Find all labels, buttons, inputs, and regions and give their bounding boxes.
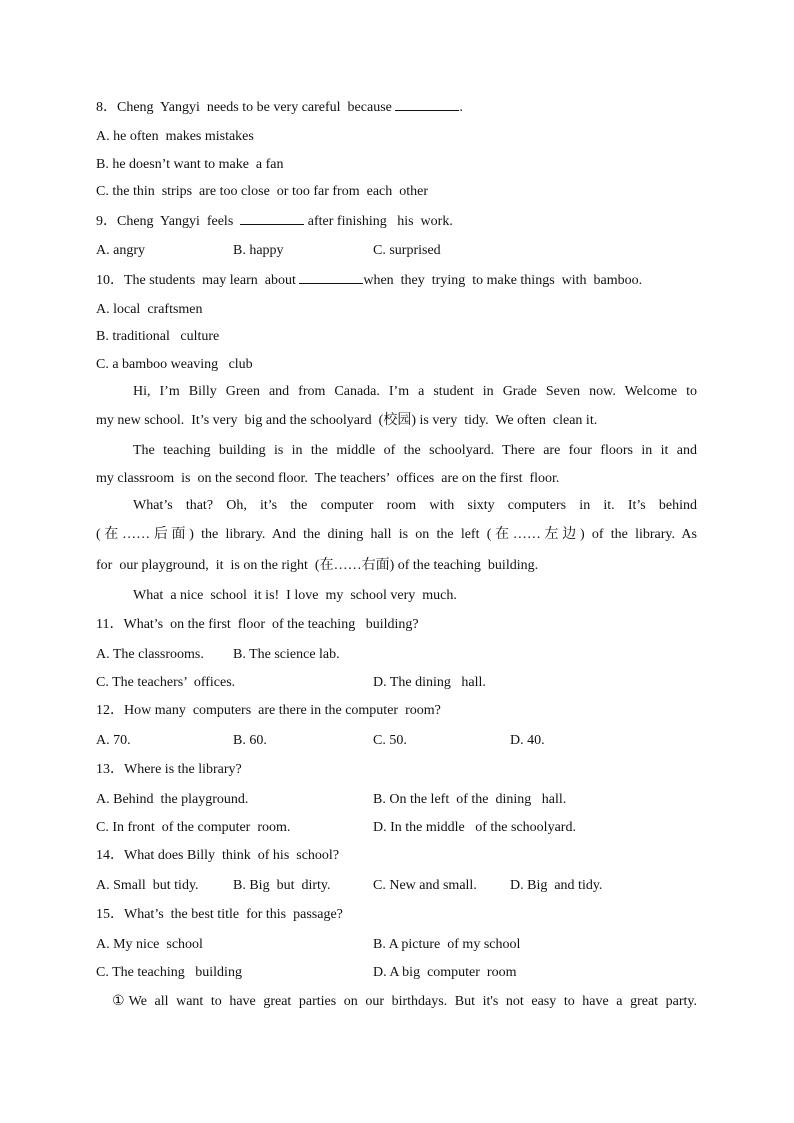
question-11-stem: 11．What’s on the first floor of the teaching building? [96, 617, 419, 632]
question-text: when they trying to make things with bamboo. [363, 273, 643, 288]
passage-line: Hi, I’m Billy Green and from Canada. I’m a student in Grade Seven now. Welcome to [133, 384, 697, 399]
option-b: B. 60. [233, 733, 267, 748]
question-8-stem [96, 98, 463, 117]
question-text: 9．Cheng Yangyi feels [96, 214, 241, 229]
option-d: D. 40. [510, 733, 545, 748]
option-a: A. he often makes mistakes [96, 129, 254, 144]
option-a: A. Small but tidy. [96, 878, 199, 893]
option-b: B. The science lab. [233, 647, 340, 662]
question-9-stem [96, 212, 453, 231]
question-text: after finishing his work. [304, 214, 453, 229]
option-d: D. A big computer room [373, 965, 517, 980]
answer-blank [240, 212, 304, 225]
option-b: B. Big but dirty. [233, 878, 331, 893]
question-15-stem: 15．What’s the best title for this passage? [96, 907, 343, 922]
option-c: C. a bamboo weaving club [96, 357, 253, 372]
option-a: A. angry [96, 243, 145, 258]
question-text: 8．Cheng Yangyi needs to be very careful because [96, 100, 396, 115]
option-b: B. he doesn’t want to make a fan [96, 157, 284, 172]
passage-line: (在……后面) the library. And the dining hall is on the left (在……左边) of the library. As [96, 527, 697, 542]
option-c: C. 50. [373, 733, 407, 748]
answer-blank [395, 98, 459, 111]
passage-line: my classroom is on the second floor. The teachers’ offices are on the first floor. [96, 471, 560, 486]
option-c: C. The teachers’ offices. [96, 675, 236, 690]
option-b: B. A picture of my school [373, 937, 521, 952]
answer-blank [299, 271, 363, 284]
option-a: A. The classrooms. [96, 647, 204, 662]
option-a: A. Behind the playground. [96, 792, 249, 807]
passage-line: What a nice school it is! I love my school very much. [133, 588, 457, 603]
question-text: 10．The students may learn about [96, 273, 300, 288]
question-14-stem: 14．What does Billy think of his school? [96, 848, 340, 863]
option-a: A. local craftsmen [96, 302, 203, 317]
option-c: C. surprised [373, 243, 441, 258]
question-12-stem: 12．How many computers are there in the computer room? [96, 703, 441, 718]
option-a: A. 70. [96, 733, 131, 748]
passage-line: What’s that? Oh, it’s the computer room with sixty computers in it. It’s behind [133, 498, 697, 513]
question-10-stem [96, 271, 642, 290]
question-text: . [459, 100, 463, 115]
option-b: B. On the left of the dining hall. [373, 792, 567, 807]
passage-line: my new school. It’s very big and the schoolyard (校园) is very tidy. We often clean it. [96, 413, 598, 428]
option-d: D. In the middle of the schoolyard. [373, 820, 576, 835]
option-d: D. Big and tidy. [510, 878, 603, 893]
option-c: C. The teaching building [96, 965, 242, 980]
passage-line: The teaching building is in the middle of the schoolyard. There are four floors in it and [133, 443, 697, 458]
option-d: D. The dining hall. [373, 675, 486, 690]
passage-line: for our playground, it is on the right (在……右面) of the teaching building. [96, 558, 539, 573]
option-a: A. My nice school [96, 937, 203, 952]
option-b: B. traditional culture [96, 329, 220, 344]
option-c: C. the thin strips are too close or too far from each other [96, 184, 429, 199]
option-c: C. In front of the computer room. [96, 820, 291, 835]
next-passage-line: ①We all want to have great parties on our birthdays. But it's not easy to have a great party. [112, 994, 697, 1009]
option-b: B. happy [233, 243, 284, 258]
option-c: C. New and small. [373, 878, 477, 893]
question-13-stem: 13．Where is the library? [96, 762, 242, 777]
